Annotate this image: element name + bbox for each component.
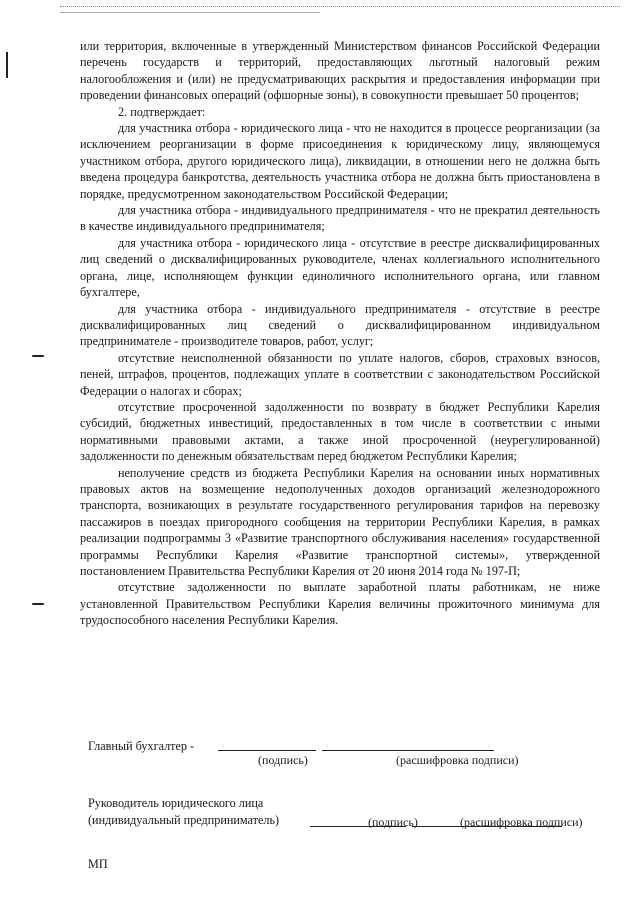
paragraph: неполучение средств из бюджета Республики Карелия на основании иных нормативных правовых актов на возмещение недополученных доходов организаций железнодорожного транспорта, возникающих в результате государственного регулирования тарифов на перевозку пассажиров в поездах пригородного сообщения на территории Республики Карелия, в рамках реализации подпрограммы 3 «Развитие транспортного обслуживания населения» государственной программы Республики Карелия «Развитие транспортной системы», утвержденной постановлением Правительства Республики Карелия от 20 июня 2014 года № 197-П; xyxy=(80,465,600,578)
stamp-place-label: МП xyxy=(88,857,108,871)
paragraph: для участника отбора - индивидуального предпринимателя - отсутствие в реестре дисквалифицированных лиц сведений о дисквалифицированном индивидуальном предпринимателе - производителе товаров, работ, услуг; xyxy=(80,301,600,349)
head-label-line1: Руководитель юридического лица xyxy=(88,796,264,810)
paragraph: отсутствие неисполненной обязанности по уплате налогов, сборов, страховых взносов, пеней, штрафов, процентов, подлежащих уплате в соответствии с законодательством Российской Федерации о налогах и сборах; xyxy=(80,350,600,398)
paragraph: отсутствие просроченной задолженности по возврату в бюджет Республики Карелия субсидий, бюджетных инвестиций, предоставленных в том числе в соответствии с иными нормативными правовыми актами, а также иной просроченной (неурегулированной) задолженности по денежным обязательствам перед бюджетом Республики Карелия; xyxy=(80,399,600,464)
scan-margin-mark xyxy=(6,52,8,78)
document-body xyxy=(80,38,600,629)
scan-edge-line xyxy=(60,12,320,14)
paragraph: для участника отбора - юридического лица - что не находится в процессе реорганизации (за исключением реорганизации в форме присоединения к юридическому лицу, являющемуся участником отбора, другого юридического лица), ликвидации, в отношении него не должна быть введена процедура банкротства, деятельность участника отбора не должна быть приостановлена в порядке, предусмотренном законодательством Российской Федерации; xyxy=(80,121,600,201)
head-signature-caption: (подпись) xyxy=(368,815,418,829)
paragraph: или территория, включенные в утвержденный Министерством финансов Российской Федерации перечень государств и территорий, предоставляющих льготный налоговый режим налогообложения и (или) не предусматривающих раскрытия и предоставления информации при проведении финансовых операций (офшорные зоны), в совокупности превышает 50 процентов; xyxy=(80,39,600,103)
head-decoding-caption: (расшифровка подписи) xyxy=(460,815,583,829)
chief-accountant-label: Главный бухгалтер - xyxy=(88,739,195,753)
paragraph: 2. подтверждает: xyxy=(118,104,206,119)
scan-margin-mark xyxy=(32,603,44,605)
paragraph: для участника отбора - индивидуального предпринимателя - что не прекратил деятельность в качестве индивидуального предпринимателя; xyxy=(80,203,600,234)
scan-margin-mark xyxy=(32,355,44,357)
signature-caption: (подпись) xyxy=(258,753,308,767)
head-label-line2: (индивидуальный предприниматель) xyxy=(88,813,280,827)
decoding-line xyxy=(322,750,494,751)
paragraph: отсутствие задолженности по выплате заработной платы работникам, не ниже установленной Правительством Республики Карелия величины прожиточного минимума для трудоспособного населения Республики Карелия. xyxy=(80,580,600,628)
scan-edge-line xyxy=(60,6,620,8)
decoding-caption: (расшифровка подписи) xyxy=(396,753,519,767)
paragraph: для участника отбора - юридического лица - отсутствие в реестре дисквалифицированных лиц сведений о дисквалифицированных руководителе, членах коллегиального исполнительного органа, лице, исполняющем функции единоличного исполнительного органа, или главном бухгалтере, xyxy=(80,235,600,300)
signature-line xyxy=(218,750,316,751)
